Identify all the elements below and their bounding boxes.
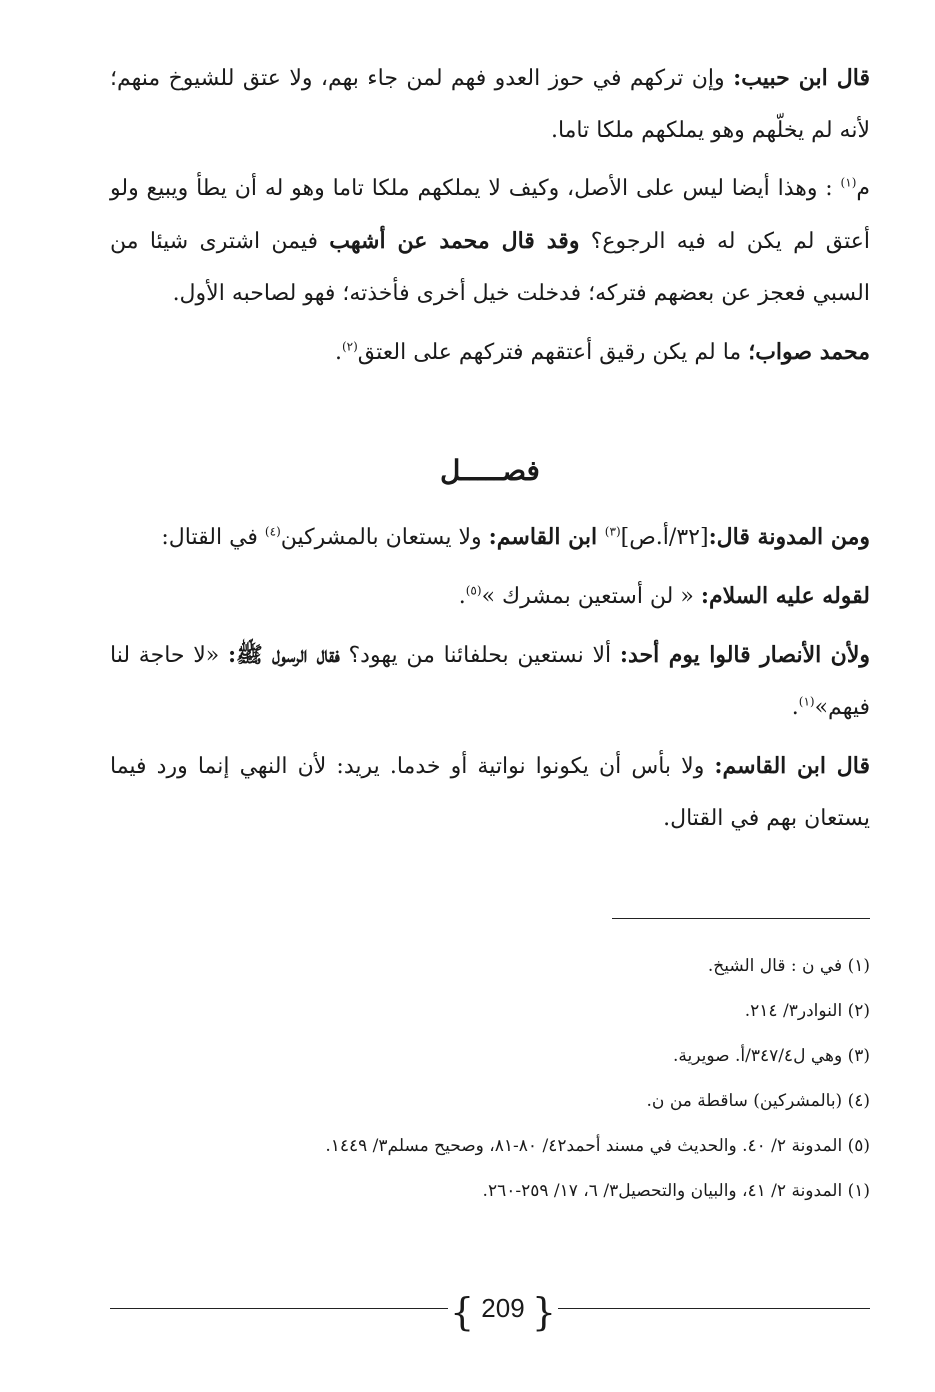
paragraph-text: ألا نستعين بحلفائنا من يهود؟ [339, 643, 620, 668]
punctuation: . [791, 695, 799, 720]
paragraph-text: : وهذا أيضا ليس على الأصل، وكيف لا يملكهم ملكا تاما وهو له أن يطأ ويبيع ولو أعتق لم يكن له فيه الرجوع؟ [110, 176, 870, 254]
paragraph-text: ولا بأس أن يكونوا نواتية أو خدما. يريد: لأن النهي إنما ورد فيما يستعان بهم في القتال. [110, 754, 870, 831]
main-text [110, 52, 870, 851]
footnote-list [110, 944, 870, 1214]
punctuation: . [458, 584, 466, 609]
speaker-label: قال ابن القاسم: [714, 753, 870, 779]
footnote-ref[interactable]: (١) [840, 175, 857, 190]
section-heading-text: فصـــــل [440, 454, 540, 487]
hadith-quote: « لن أستعين بمشرك » [481, 584, 701, 609]
footnote-ref[interactable]: (٤) [264, 524, 281, 539]
paragraph-hadith [110, 570, 870, 623]
citation-label: وقد قال محمد عن أشهب [329, 228, 580, 254]
source-label: ومن المدونة قال: [708, 524, 870, 550]
paragraph-text: ما لم يكن رقيق أعتقهم فتركهم على العتق [357, 340, 749, 365]
speaker-label: محمد صواب؛ [748, 339, 870, 365]
speaker-label: لقوله عليه السلام: [700, 583, 870, 609]
footnote-item: (١) في ن : قال الشيخ. [707, 956, 870, 976]
footer-rule-left [110, 1308, 448, 1309]
paragraph-mudawwana [110, 511, 870, 564]
paragraph-commentary [110, 163, 870, 320]
footnote-item: (٥) المدونة ٢/ ٤٠. والحديث في مسند أحمد٤٢/ ٨٠-٨١، وصحيح مسلم٣/ ١٤٤٩. [325, 1136, 870, 1156]
footnote-ref[interactable]: (٥) [465, 583, 482, 598]
paragraph-text: في القتال: [161, 525, 265, 550]
paragraph-text: ولا يستعان بالمشركين [280, 525, 489, 550]
footer-rule-right [558, 1308, 870, 1309]
footnote-item: (١) المدونة ٢/ ٤١، والبيان والتحصيل٣/ ٦، ١٧/ ٢٥٩-٢٦٠. [482, 1181, 870, 1201]
punctuation: . [334, 340, 342, 365]
close-bracket: } [531, 1290, 556, 1334]
manuscript-ref: [٣٢/أ.ص] [620, 525, 709, 550]
footnote-divider [612, 918, 870, 919]
footnote-item: (٢) النوادر٣/ ٢١٤. [744, 1001, 870, 1021]
paragraph-ibn-habib [110, 52, 870, 157]
speaker-label: ابن القاسم: [488, 524, 605, 550]
paragraph-ansar [110, 629, 870, 734]
speaker-label: قال ابن حبيب: [733, 65, 870, 91]
footnote-item: (٣) وهي ل٣٤٧/٤/أ. صويرية. [672, 1046, 870, 1066]
page-number-frame [448, 1288, 558, 1334]
speaker-label: ولأن الأنصار قالوا يوم أحد: [619, 642, 870, 668]
footnote-ref[interactable]: (٢) [341, 339, 358, 354]
open-bracket: { [450, 1290, 475, 1334]
paragraph-ibn-qasim [110, 740, 870, 845]
footnote-ref[interactable]: (١) [798, 694, 815, 709]
footnote-ref[interactable]: (٣) [604, 524, 621, 539]
page-number: 209 [481, 1293, 525, 1323]
paragraph-muhammad [110, 326, 870, 379]
page-footer [110, 1282, 870, 1332]
paragraph-lead: م [856, 176, 870, 201]
section-heading [110, 441, 870, 501]
paragraph-text: فيمن اشترى شيئا من السبي فعجز عن بعضهم فتركه؛ فدخلت خيل أخرى فأخذته؛ فهو لصاحبه الأول. [110, 229, 870, 306]
hadith-quote: «لا حاجة لنا فيهم» [110, 643, 870, 720]
speaker-label: فقال الرسول ﷺ: [228, 642, 340, 668]
footnote-item: (٤) (بالمشركين) ساقطة من ن. [646, 1091, 870, 1111]
paragraph-text: وإن تركهم في حوز العدو فهم لمن جاء بهم، ولا عتق للشيوخ منهم؛ لأنه لم يخلّهم وهو يملكهم ملكا تاما. [110, 66, 870, 143]
